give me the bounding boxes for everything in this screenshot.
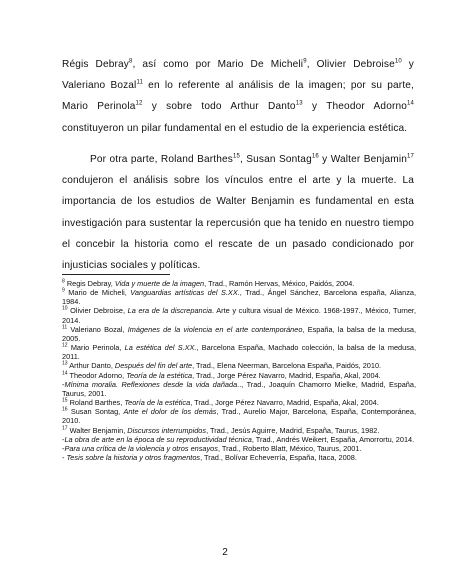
- footnote-author: -: [62, 452, 67, 462]
- footnote-ref[interactable]: 14: [407, 101, 414, 108]
- footnote-author: Regis Debray,: [64, 279, 115, 288]
- footnote-number: 11: [62, 324, 68, 331]
- footnote-12: [62, 343, 416, 361]
- page-number: 2: [222, 547, 228, 558]
- footnote-title: Tesis sobre la historia y otros fragmentos: [66, 452, 201, 462]
- footnote-ref[interactable]: 10: [394, 58, 402, 65]
- text-run: , Susan Sontag: [239, 154, 312, 165]
- footnote-details: . Arte y cultura visual de México. 1968-1997., México, Turner, 2014.: [62, 306, 417, 325]
- footnote-details: , Trad., Jorge Pérez Navarro, Madrid, España, Akal, 2004.: [192, 370, 381, 380]
- footnote-author: Valeriano Bozal,: [67, 324, 128, 334]
- footnote-title: Vida y muerte de la imagen: [114, 279, 205, 288]
- footnote-title: Vanguardias artísticas del S.XX.: [130, 288, 240, 298]
- footnote-11: [62, 325, 416, 343]
- footnote-17-continued: [62, 453, 416, 462]
- footnote-details: , Trad., Ángel Sánchez, Barcelona españa, Alianza, 1984.: [62, 288, 417, 307]
- footnote-number: 17: [62, 425, 68, 432]
- footnote-author: Roland Barthes,: [67, 398, 125, 408]
- text-run: , Olivier Debroise: [306, 59, 395, 70]
- footnote-author: Mario Perinola,: [67, 343, 125, 353]
- footnote-title: Después del fin del arte: [114, 361, 193, 371]
- footnote-title: Mínima moralia. Reflexiones desde la vida dañada: [64, 379, 238, 389]
- footnote-9: [62, 288, 416, 306]
- footnote-ref[interactable]: 8: [128, 58, 133, 65]
- footnote-ref[interactable]: 15: [232, 153, 240, 160]
- footnote-number: 16: [62, 406, 68, 413]
- footnote-details: , Trad., Jesús Aguirre, Madrid, España, Taurus, 1982.: [206, 425, 380, 435]
- text-run: Régis Debray: [62, 59, 129, 70]
- footnote-separator: [62, 274, 170, 275]
- footnote-ref[interactable]: 11: [136, 79, 143, 86]
- paragraph-2: [62, 149, 414, 276]
- footnote-ref[interactable]: 13: [295, 101, 303, 108]
- footnote-14-continued: [62, 380, 416, 398]
- footnote-number: 14: [62, 370, 68, 377]
- footnote-title: La obra de arte en la época de su reproductividad técnica: [64, 434, 252, 444]
- footnote-details: , Trad., Ramón Hervas, México, Paidós, 2004.: [204, 279, 355, 288]
- footnote-title: Discursos interrumpidos: [127, 425, 207, 435]
- text-run: y Theodor Adorno: [302, 101, 408, 113]
- footnote-title: Teoría de la estética: [126, 370, 193, 380]
- text-run: Por otra parte, Roland Barthes: [90, 154, 233, 165]
- text-run: , así como por Mario De Micheli: [132, 59, 304, 70]
- footnote-title: Para una crítica de la violencia y otros ensayos: [64, 443, 218, 453]
- footnote-number: 8: [62, 278, 65, 285]
- footnote-author: Mario de Micheli,: [64, 288, 131, 298]
- footnote-details: , Trad., Elena Neerman, Barcelona España, Paidós, 2010.: [192, 361, 382, 371]
- footnote-author: Susan Sontag,: [67, 407, 124, 417]
- footnote-details: , Trad., Bolívar Echeverría, España, Itaca, 2008.: [200, 452, 357, 462]
- text-run: condujeron el análisis sobre los vínculos entre el arte y la muerte. La importancia de los estudios de Walter Benjamin es fundamental en esta investigación para sustentar la repercusión que ha tenido en nuestro tiempo el concebir la historia como el rescate de un pasado condicionado por injusticias sociales y políticas.: [62, 175, 414, 272]
- footnote-14: [62, 371, 416, 380]
- footnote-10: [62, 306, 416, 324]
- footnote-details: , Trad., Roberto Blatt, México, Taurus, 2001.: [217, 443, 362, 453]
- footnote-details: , Barcelona España, Machado colección, la balsa de la medusa, 2011.: [62, 343, 416, 362]
- footnote-author: Arthur Danto,: [67, 361, 115, 371]
- text-run: y Walter Benjamin: [318, 154, 408, 165]
- footnote-17-continued: [62, 444, 416, 453]
- footnote-number: 12: [62, 342, 68, 349]
- footnote-17-continued: [62, 435, 416, 444]
- footnote-number: 15: [62, 397, 68, 404]
- footnote-author: Olivier Debroise,: [67, 306, 128, 316]
- text-run: en lo referente al análisis de la imagen; por su parte, Mario Perinola: [62, 80, 414, 113]
- footnote-ref[interactable]: 16: [311, 153, 319, 160]
- footnote-title: La estética del S.XX.: [124, 343, 197, 353]
- footnote-author: Walter Benjamin,: [67, 425, 128, 435]
- text-run: y sobre todo Arthur Danto: [142, 101, 296, 113]
- footnote-author: -: [62, 443, 65, 453]
- footnote-title: La era de la discrepancia: [127, 306, 213, 316]
- footnote-title: Imágenes de la violencia en el arte contemporáneo: [127, 324, 303, 334]
- footnote-details: .., Trad., Joaquín Chamorro Mielke, Madrid, España, Taurus, 2001.: [62, 379, 416, 398]
- footnote-details: , España, la balsa de la medusa, 2005.: [62, 324, 416, 343]
- footnote-number: 10: [62, 306, 68, 313]
- footnote-8: [62, 279, 416, 288]
- footnote-author: Theodor Adorno,: [67, 370, 127, 380]
- footnote-details: , Trad., Aurelio Major, Barcelona, España, Contemporánea, 2010.: [62, 407, 416, 426]
- text-run: constituyeron un pilar fundamental en el estudio de la experiencia estética.: [62, 122, 408, 134]
- text-run: y Valeriano Bozal: [62, 59, 415, 92]
- footnote-author: -: [62, 434, 65, 444]
- footnote-details: , Trad., Jorge Pérez Navarro, Madrid, España, Akal, 2004.: [190, 398, 379, 408]
- paragraph-1: [62, 54, 414, 139]
- footnotes: [62, 279, 416, 462]
- footnote-title: Teoría de la estética: [124, 398, 191, 408]
- footnote-13: [62, 361, 416, 370]
- footnote-ref[interactable]: 12: [135, 101, 143, 108]
- footnote-15: [62, 398, 416, 407]
- footnote-author: -: [62, 379, 65, 389]
- footnote-title: Ante el dolor de los demás: [123, 407, 217, 417]
- footnote-16: [62, 407, 416, 425]
- footnote-number: 9: [62, 287, 65, 294]
- footnote-ref[interactable]: 9: [303, 58, 307, 65]
- footnote-number: 13: [62, 360, 68, 367]
- footnote-ref[interactable]: 17: [407, 153, 415, 160]
- footnote-details: , Trad., Andrés Weikert, España, Amorrortu, 2014.: [251, 434, 415, 444]
- footnote-17: [62, 426, 416, 435]
